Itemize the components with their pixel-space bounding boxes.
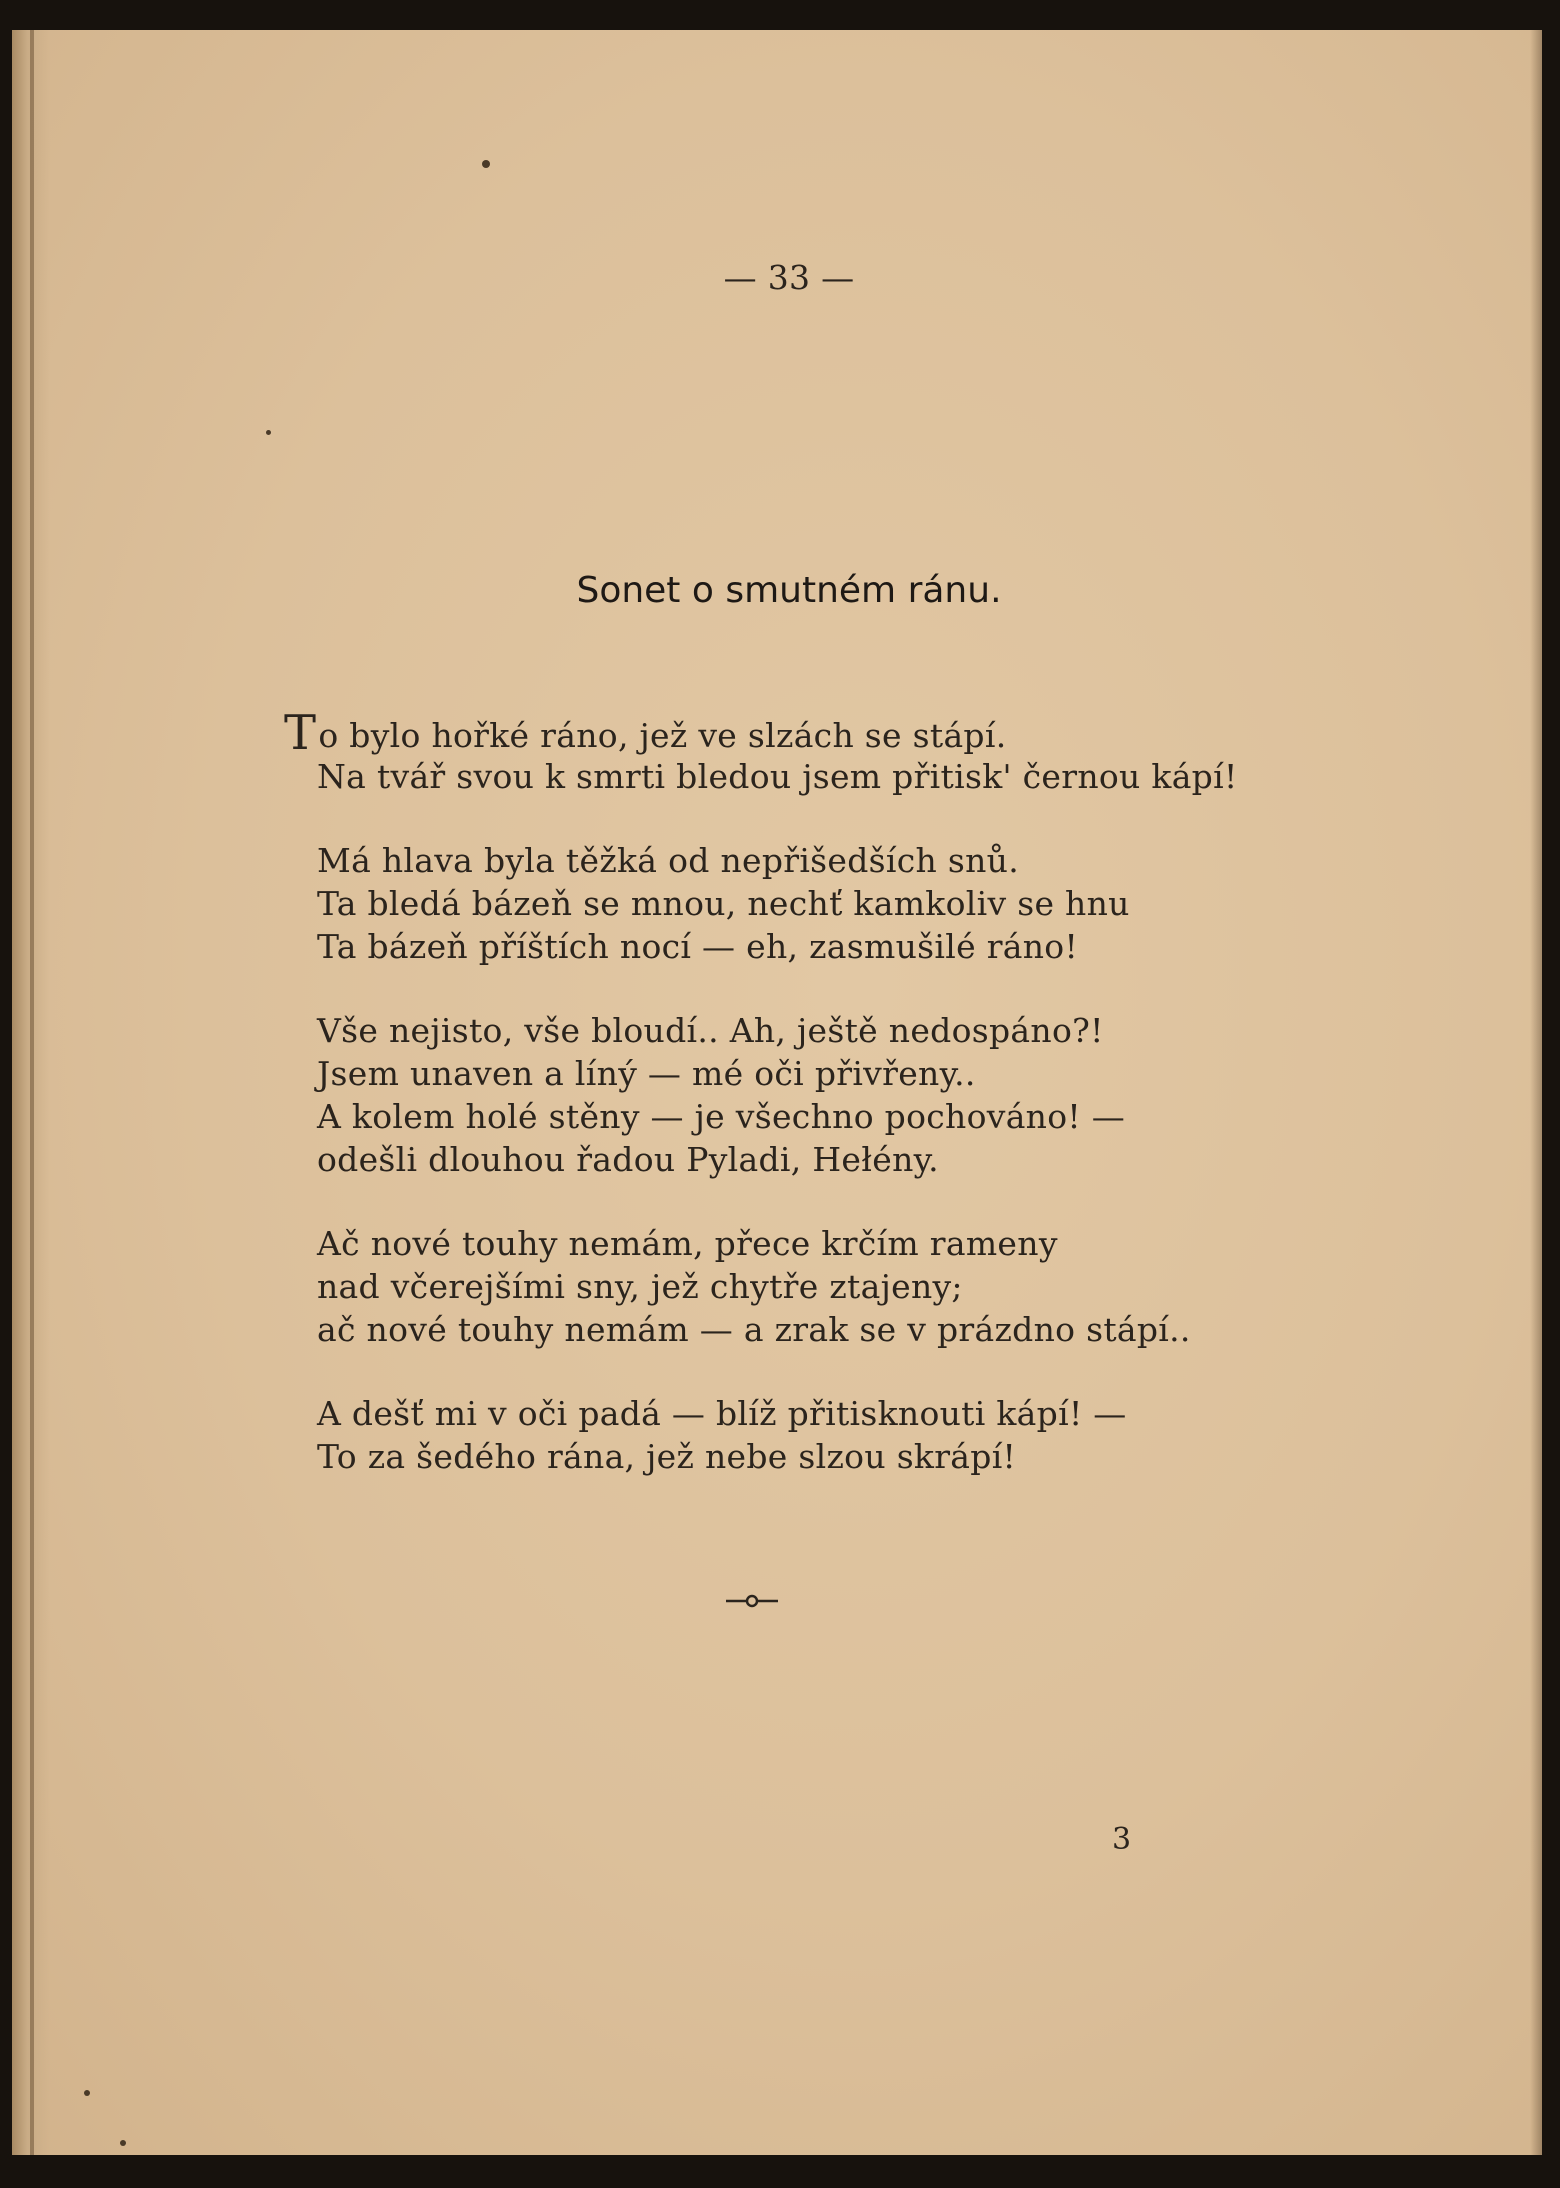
poem-title: Sonet o smutném ránu. — [576, 570, 1002, 611]
stanza — [317, 1392, 1317, 1478]
stanza — [284, 705, 1317, 798]
poem-line: A kolem holé stěny — je všechno pochováno! — — [317, 1097, 1126, 1136]
book-page — [12, 30, 1542, 2155]
poem-line-text: o bylo hořké ráno, jež ve slzách se stápí. — [318, 716, 1007, 755]
poem-line: odešli dlouhou řadou Pyladi, Hełény. — [317, 1140, 939, 1179]
poem-line: To za šedého rána, jež nebe slzou skrápí! — [317, 1437, 1017, 1476]
signature-mark: 3 — [1112, 1822, 1132, 1857]
poem-line: nad včerejšími sny, jež chytře ztajeny; — [317, 1267, 963, 1306]
stanza — [317, 1009, 1317, 1181]
poem-line: A dešť mi v oči padá — blíž přitisknouti kápí! — — [317, 1394, 1127, 1433]
poem-line: Vše nejisto, vše bloudí.. Ah, ještě nedospáno?! — [317, 1011, 1104, 1050]
stanza — [317, 1222, 1317, 1351]
poem-line: ač nové touhy nemám — a zrak se v prázdno stápí.. — [317, 1310, 1191, 1349]
ink-speck — [120, 2140, 126, 2146]
poem-line: Ta bázeň příštích nocí — eh, zasmušilé ráno! — [317, 927, 1079, 966]
ink-speck — [84, 2090, 90, 2096]
ink-speck — [482, 160, 490, 168]
poem-line: Ač nové touhy nemám, přece krčím rameny — [317, 1224, 1058, 1263]
ink-speck — [266, 430, 271, 435]
binding-edge — [30, 30, 34, 2155]
poem-body — [284, 705, 1317, 1519]
poem-line: Jsem unaven a líný — mé oči přivřeny.. — [317, 1054, 976, 1093]
initial-capital: T — [284, 705, 317, 761]
page-number: — 33 — — [723, 258, 855, 297]
page-edge-shadow — [1530, 30, 1542, 2155]
end-ornament — [722, 1588, 782, 1614]
stanza — [317, 839, 1317, 968]
poem-line: Ta bledá bázeň se mnou, nechť kamkoliv se hnu — [317, 884, 1130, 923]
poem-line — [284, 705, 1317, 761]
poem-line: Má hlava byla těžká od nepřišedších snů. — [317, 841, 1020, 880]
poem-line: Na tvář svou k smrti bledou jsem přitisk' černou kápí! — [317, 757, 1238, 796]
